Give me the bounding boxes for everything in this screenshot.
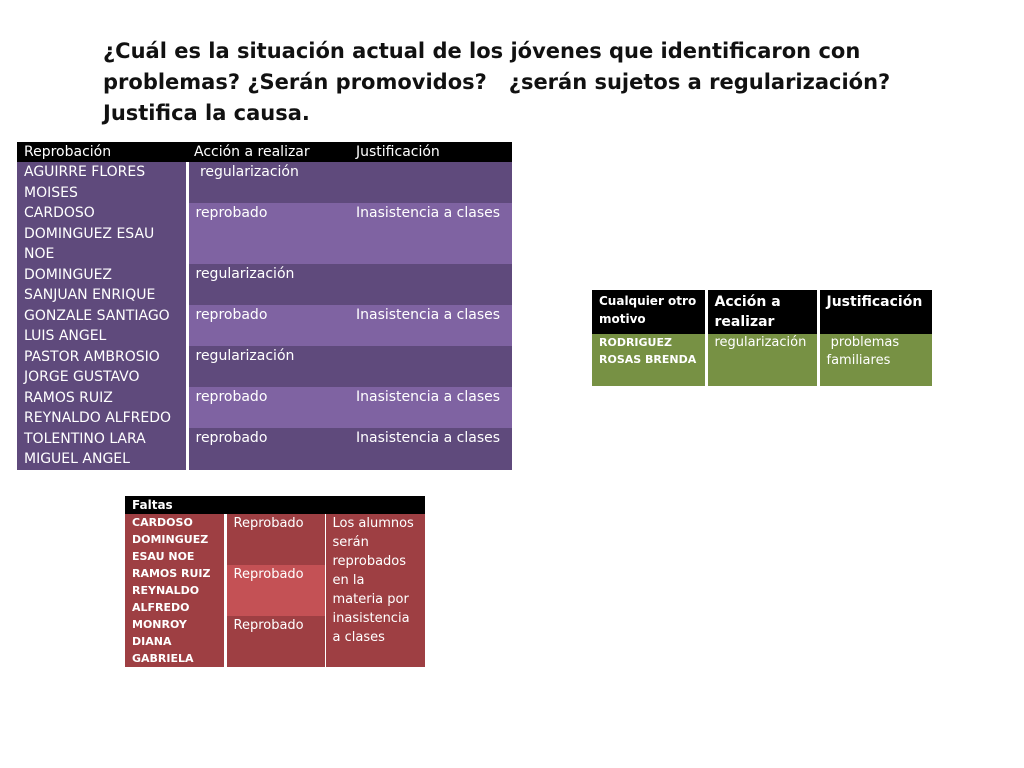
accion-cell: Reprobado (225, 565, 325, 616)
header-justificacion: Justificación (818, 290, 932, 334)
header-otro-motivo: Cualquier otro motivo (592, 290, 706, 334)
student-list-cell (125, 514, 225, 667)
header-reprobacion: Reprobación (17, 142, 187, 162)
student-name: DOMINGUEZ (24, 266, 113, 283)
student-name: TOLENTINO LARA (24, 430, 146, 447)
justificacion-cell (349, 346, 512, 387)
student-name: PASTOR AMBROSIO (24, 348, 160, 365)
justificacion-cell (349, 162, 512, 203)
header-accion: Acción a realizar (706, 290, 818, 334)
justificacion-cell: Inasistencia a clases (349, 203, 512, 264)
student-name: CARDOSO (132, 516, 193, 529)
accion-cell: reprobado (187, 387, 349, 428)
student-name: RODRIGUEZ ROSAS BRENDA (592, 334, 706, 386)
student-name: DOMINGUEZ ESAU (24, 225, 155, 242)
header-empty (225, 496, 325, 514)
student-name: JORGE GUSTAVO (24, 369, 140, 385)
student-name: GABRIELA (132, 652, 194, 665)
student-name: SANJUAN ENRIQUE (24, 287, 156, 303)
student-name: ALFREDO (132, 601, 190, 614)
student-name: LUIS ANGEL (24, 328, 107, 344)
reprobacion-table (17, 142, 514, 470)
student-name: RAMOS RUIZ (24, 389, 113, 406)
accion-cell: regularización (187, 162, 349, 203)
justificacion-cell: Los alumnos serán reprobados en la materia por inasistencia a clases (325, 514, 425, 667)
accion-cell: regularización (706, 334, 818, 386)
table-header-row (592, 290, 932, 334)
student-name: REYNALDO ALFREDO (24, 410, 172, 426)
accion-cell: reprobado (187, 428, 349, 469)
student-name: MOISES (24, 184, 78, 201)
justificacion-cell: Inasistencia a clases (349, 305, 512, 346)
student-name: AGUIRRE FLORES (24, 164, 146, 180)
table-header-row (17, 142, 512, 162)
student-name: RAMOS RUIZ (132, 567, 211, 580)
student-list-cell (17, 162, 187, 470)
accion-cell: Reprobado (225, 616, 325, 667)
student-name: GONZALE SANTIAGO (24, 307, 170, 324)
slide-title (103, 36, 891, 129)
student-name: REYNALDO (132, 584, 200, 597)
student-name: ESAU NOE (132, 550, 195, 563)
justificacion-cell: Inasistencia a clases (349, 428, 512, 469)
accion-cell: regularización (187, 346, 349, 387)
otro-motivo-table (592, 290, 932, 386)
title-line-3: Justifica la causa. (103, 101, 310, 125)
student-name: DIANA (132, 635, 172, 648)
accion-cell: reprobado (187, 305, 349, 346)
student-name: MONROY (132, 618, 187, 631)
table-row (17, 162, 512, 203)
accion-cell: regularización (187, 264, 349, 305)
header-faltas: Faltas (125, 496, 225, 514)
table-row (125, 514, 425, 565)
student-name: MIGUEL ANGEL (24, 451, 130, 467)
faltas-table (125, 496, 425, 667)
title-line-1: ¿Cuál es la situación actual de los jóvenes que identificaron con (103, 39, 861, 63)
student-name: NOE (24, 246, 55, 262)
justificacion-cell: Inasistencia a clases (349, 387, 512, 428)
student-name: DOMINGUEZ (132, 533, 209, 546)
title-line-2: problemas? ¿Serán promovidos? ¿serán sujetos a regularización? (103, 70, 891, 94)
table-header-row (125, 496, 425, 514)
header-empty (325, 496, 425, 514)
student-name: CARDOSO (24, 205, 95, 221)
accion-cell: reprobado (187, 203, 349, 264)
header-accion: Acción a realizar (187, 142, 349, 162)
justificacion-cell: problemas familiares (818, 334, 932, 386)
justificacion-cell (349, 264, 512, 305)
accion-cell: Reprobado (225, 514, 325, 565)
header-justificacion: Justificación (349, 142, 512, 162)
table-row (592, 334, 932, 386)
